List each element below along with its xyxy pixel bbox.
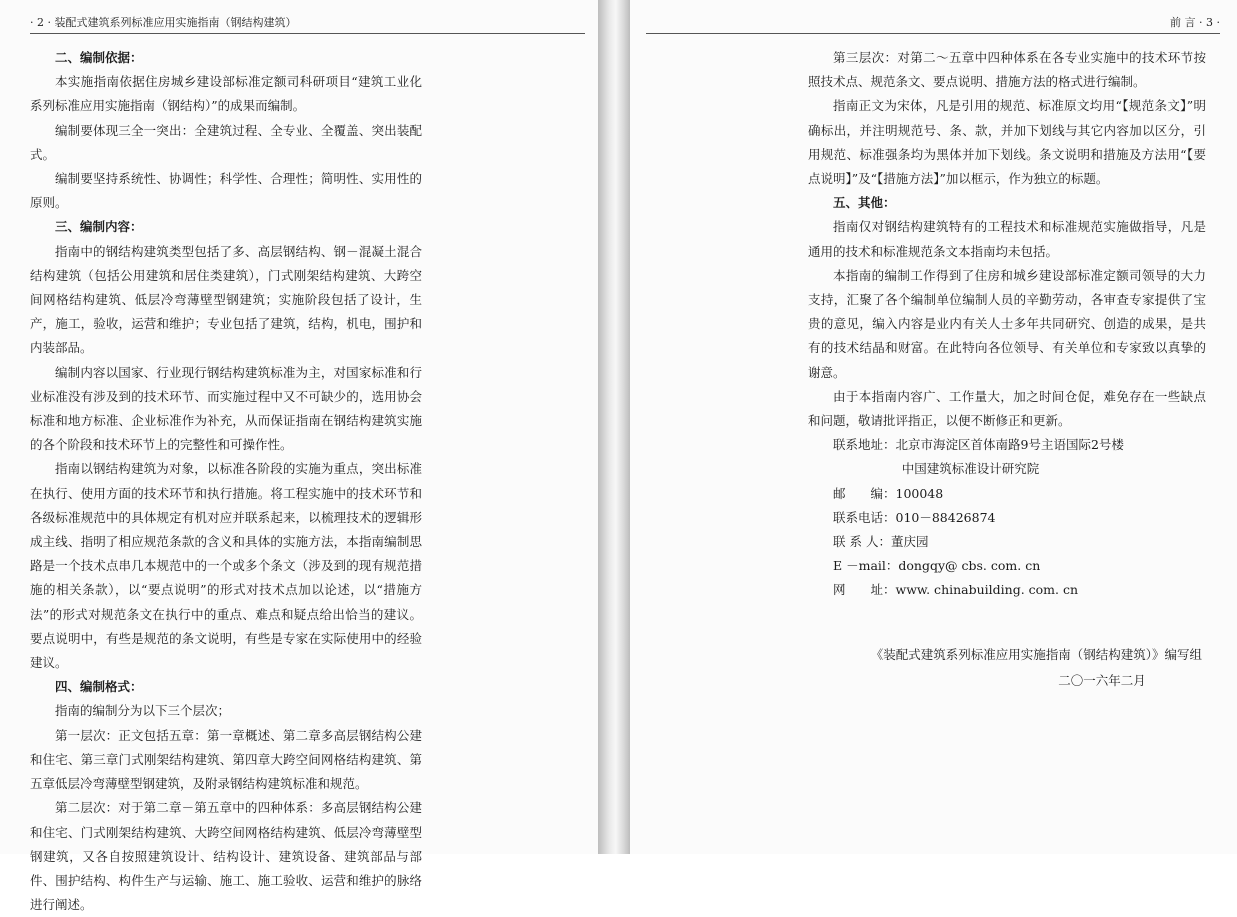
section-heading: 四、编制格式： xyxy=(55,679,143,695)
left-page-header: · 2 · 装配式建筑系列标准应用实施指南（钢结构建筑） xyxy=(30,14,585,34)
paragraph: 指南仅对钢结构建筑特有的工程技术和标准规范实施做指导，凡是通用的技术和标准规范条文本指南均未包括。 xyxy=(808,219,1206,259)
right-page-header: 前 言 · 3 · xyxy=(646,14,1220,34)
contact-website: 网 址：www. chinabuilding. com. cn xyxy=(833,582,1079,598)
paragraph: 指南以钢结构建筑为对象，以标准各阶段的实施为重点，突出标准在执行、使用方面的技术环节和执行措施。将工程实施中的技术环节和各级标准规范中的具体规定有机对应并联系起来，以梳理技术的逻辑形成主线、指明了相应规范条款的含义和具体的实施方法，本指南编制思路是一个技术点串几本规范中的一个或多个条文（涉及到的现有规范措施的相关条款），以“要点说明”的形式对技术点加以论述，以“措施方法”的形式对规范条文在执行中的重点、难点和疑点给出恰当的建议。要点说明中，有些是规范的条文说明，有些是专家在实际使用中的经验建议。 xyxy=(30,461,422,671)
paragraph: 指南的编制分为以下三个层次； xyxy=(55,703,231,719)
right-page xyxy=(630,0,1237,854)
contact-postcode: 邮 编：100048 xyxy=(833,485,944,501)
paragraph: 指南正文为宋体，凡是引用的规范、标准原文均用“【规范条文】”明确标出，并注明规范号、条、款，并加下划线与其它内容加以区分，引用规范、标准强条均为黑体并加下划线。条文说明和措施及方法用“【要点说明】”及“【措施方法】”加以框示，作为独立的标题。 xyxy=(808,98,1206,187)
contact-person: 联 系 人：董庆园 xyxy=(833,534,929,550)
paragraph: 第二层次：对于第二章－第五章中的四种体系：多高层钢结构公建和住宅、门式刚架结构建筑、大跨空间网格结构建筑、低层冷弯薄壁型钢建筑，又各自按照建筑设计、结构设计、建筑设备、建筑部品与部件、围护结构、构件生产与运输、施工、施工验收、运营和维护的脉络进行阐述。 xyxy=(30,800,422,913)
paragraph: 由于本指南内容广、工作量大，加之时间仓促，难免存在一些缺点和问题，敬请批评指正，以便不断修正和更新。 xyxy=(808,388,1206,429)
contact-email: E －mail：dongqy@ cbs. com. cn xyxy=(833,558,1041,574)
contact-phone: 联系电话：010－88426874 xyxy=(833,509,996,525)
signature-date: 二〇一六年二月 xyxy=(1058,672,1146,688)
paragraph: 第三层次：对第二～五章中四种体系在各专业实施中的技术环节按照技术点、规范条文、要点说明、措施方法的格式进行编制。 xyxy=(808,50,1206,90)
section-heading: 三、编制内容： xyxy=(55,219,143,235)
right-page-body xyxy=(808,46,1206,693)
paragraph: 编制内容以国家、行业现行钢结构建筑标准为主，对国家标准和行业标准没有涉及到的技术环节、而实施过程中又不可缺少的，选用协会标准和地方标准、企业标准作为补充，从而保证指南在钢结构建筑实施的各个阶段和技术环节上的完整性和可操作性。 xyxy=(30,364,422,453)
signature-group: 《装配式建筑系列标准应用实施指南（钢结构建筑）》编写组 xyxy=(870,646,1202,662)
paragraph: 指南中的钢结构建筑类型包括了多、高层钢结构、钢－混凝土混合结构建筑（包括公用建筑和居住类建筑），门式刚架结构建筑、大跨空间网格结构建筑、低层冷弯薄壁型钢建筑；实施阶段包括了设计，生产，施工，验收，运营和维护；专业包括了建筑，结构，机电，围护和内装部品。 xyxy=(30,243,422,356)
left-page xyxy=(0,0,598,913)
section-heading: 二、编制依据： xyxy=(55,50,143,65)
paragraph: 本指南的编制工作得到了住房和城乡建设部标准定额司领导的大力支持，汇聚了各个编制单位编制人员的辛勤劳动，各审查专家提供了宝贵的意见，编入内容是业内有关人士多年共同研究、创造的成果，是共有的技术结晶和财富。在此特向各位领导、有关单位和专家致以真挚的谢意。 xyxy=(808,267,1206,380)
paragraph: 编制要坚持系统性、协调性；科学性、合理性；简明性、实用性的原则。 xyxy=(30,171,422,211)
book-gutter xyxy=(598,0,630,854)
section-heading: 五、其他： xyxy=(833,195,896,211)
paragraph: 第一层次：正文包括五章：第一章概述、第二章多高层钢结构公建和住宅、第三章门式刚架结构建筑、第四章大跨空间网格结构建筑、第五章低层冷弯薄壁型钢建筑，及附录钢结构建筑标准和规范。 xyxy=(30,727,422,792)
contact-address: 联系地址：北京市海淀区首体南路9号主语国际2号楼 xyxy=(833,437,1124,453)
paragraph: 本实施指南依据住房城乡建设部标准定额司科研项目“建筑工业化系列标准应用实施指南（钢结构）”的成果而编制。 xyxy=(30,74,422,114)
contact-institute: 中国建筑标准设计研究院 xyxy=(901,461,1040,477)
paragraph: 编制要体现三全一突出：全建筑过程、全专业、全覆盖、突出装配式。 xyxy=(30,122,422,162)
left-page-body xyxy=(30,46,422,917)
